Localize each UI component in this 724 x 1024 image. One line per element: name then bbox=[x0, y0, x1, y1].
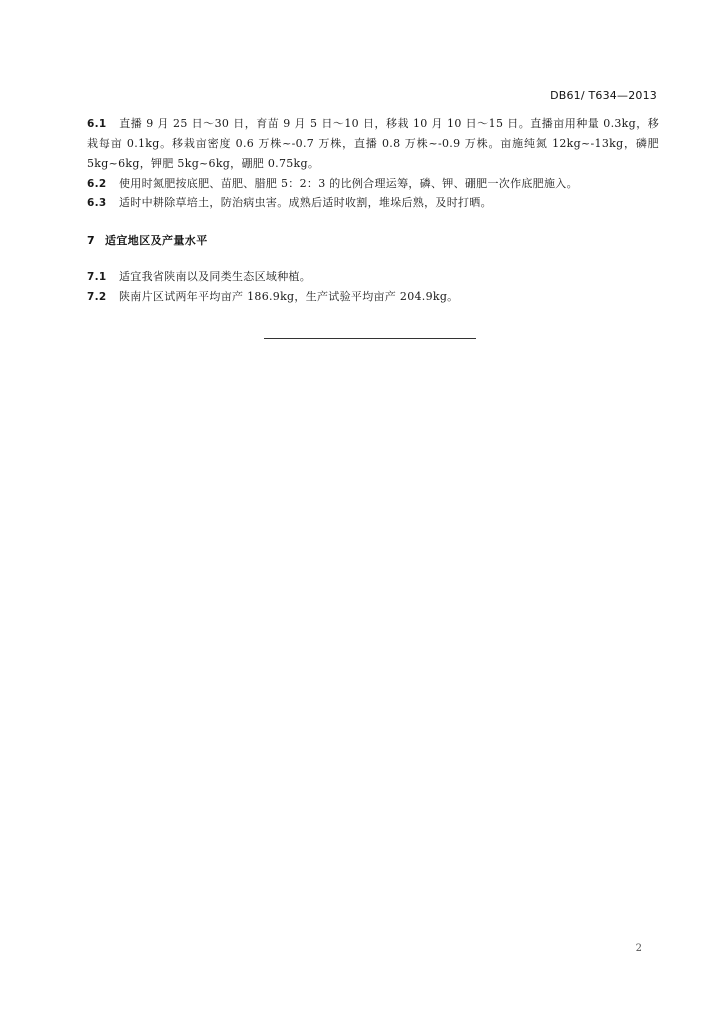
end-of-document-rule bbox=[264, 338, 476, 339]
clause-7-1 bbox=[87, 267, 659, 287]
clause-6-3 bbox=[87, 193, 659, 213]
clause-6-1 bbox=[87, 114, 659, 174]
section-title: 适宜地区及产量水平 bbox=[105, 234, 208, 247]
clause-number: 7.1 bbox=[87, 271, 107, 283]
section-number: 7 bbox=[87, 234, 96, 247]
clause-7-2 bbox=[87, 287, 659, 307]
clause-number: 6.3 bbox=[87, 197, 107, 209]
clause-number: 6.2 bbox=[87, 178, 107, 190]
clause-number: 6.1 bbox=[87, 118, 107, 130]
clause-text: 陕南片区试两年平均亩产 186.9kg，生产试验平均亩产 204.9kg。 bbox=[119, 290, 459, 303]
clause-text: 适宜我省陕南以及同类生态区域种植。 bbox=[119, 270, 312, 283]
clause-number: 7.2 bbox=[87, 291, 107, 303]
page-number: 2 bbox=[635, 943, 642, 954]
clause-6-2 bbox=[87, 174, 659, 194]
section-7-heading bbox=[87, 232, 208, 248]
clause-text: 使用时氮肥按底肥、苗肥、腊肥 5：2：3 的比例合理运筹，磷、钾、硼肥一次作底肥施入。 bbox=[119, 177, 578, 190]
document-code: DB61/ T634—2013 bbox=[550, 89, 657, 102]
clause-text: 适时中耕除草培土，防治病虫害。成熟后适时收割，堆垛后熟，及时打晒。 bbox=[119, 196, 492, 209]
clause-text: 直播 9 月 25 日～30 日，育苗 9 月 5 日～10 日，移栽 10 月 10 日～15 日。直播亩用种量 0.3kg，移栽每亩 0.1kg。移栽亩密度 0.6 万株~-0.7 万株，直播 0.8 万株~-0.9 万株。亩施纯氮 12kg~-13kg，磷肥 5kg~6kg，钾肥 5kg~6kg，硼肥 0.75kg。 bbox=[87, 117, 659, 170]
